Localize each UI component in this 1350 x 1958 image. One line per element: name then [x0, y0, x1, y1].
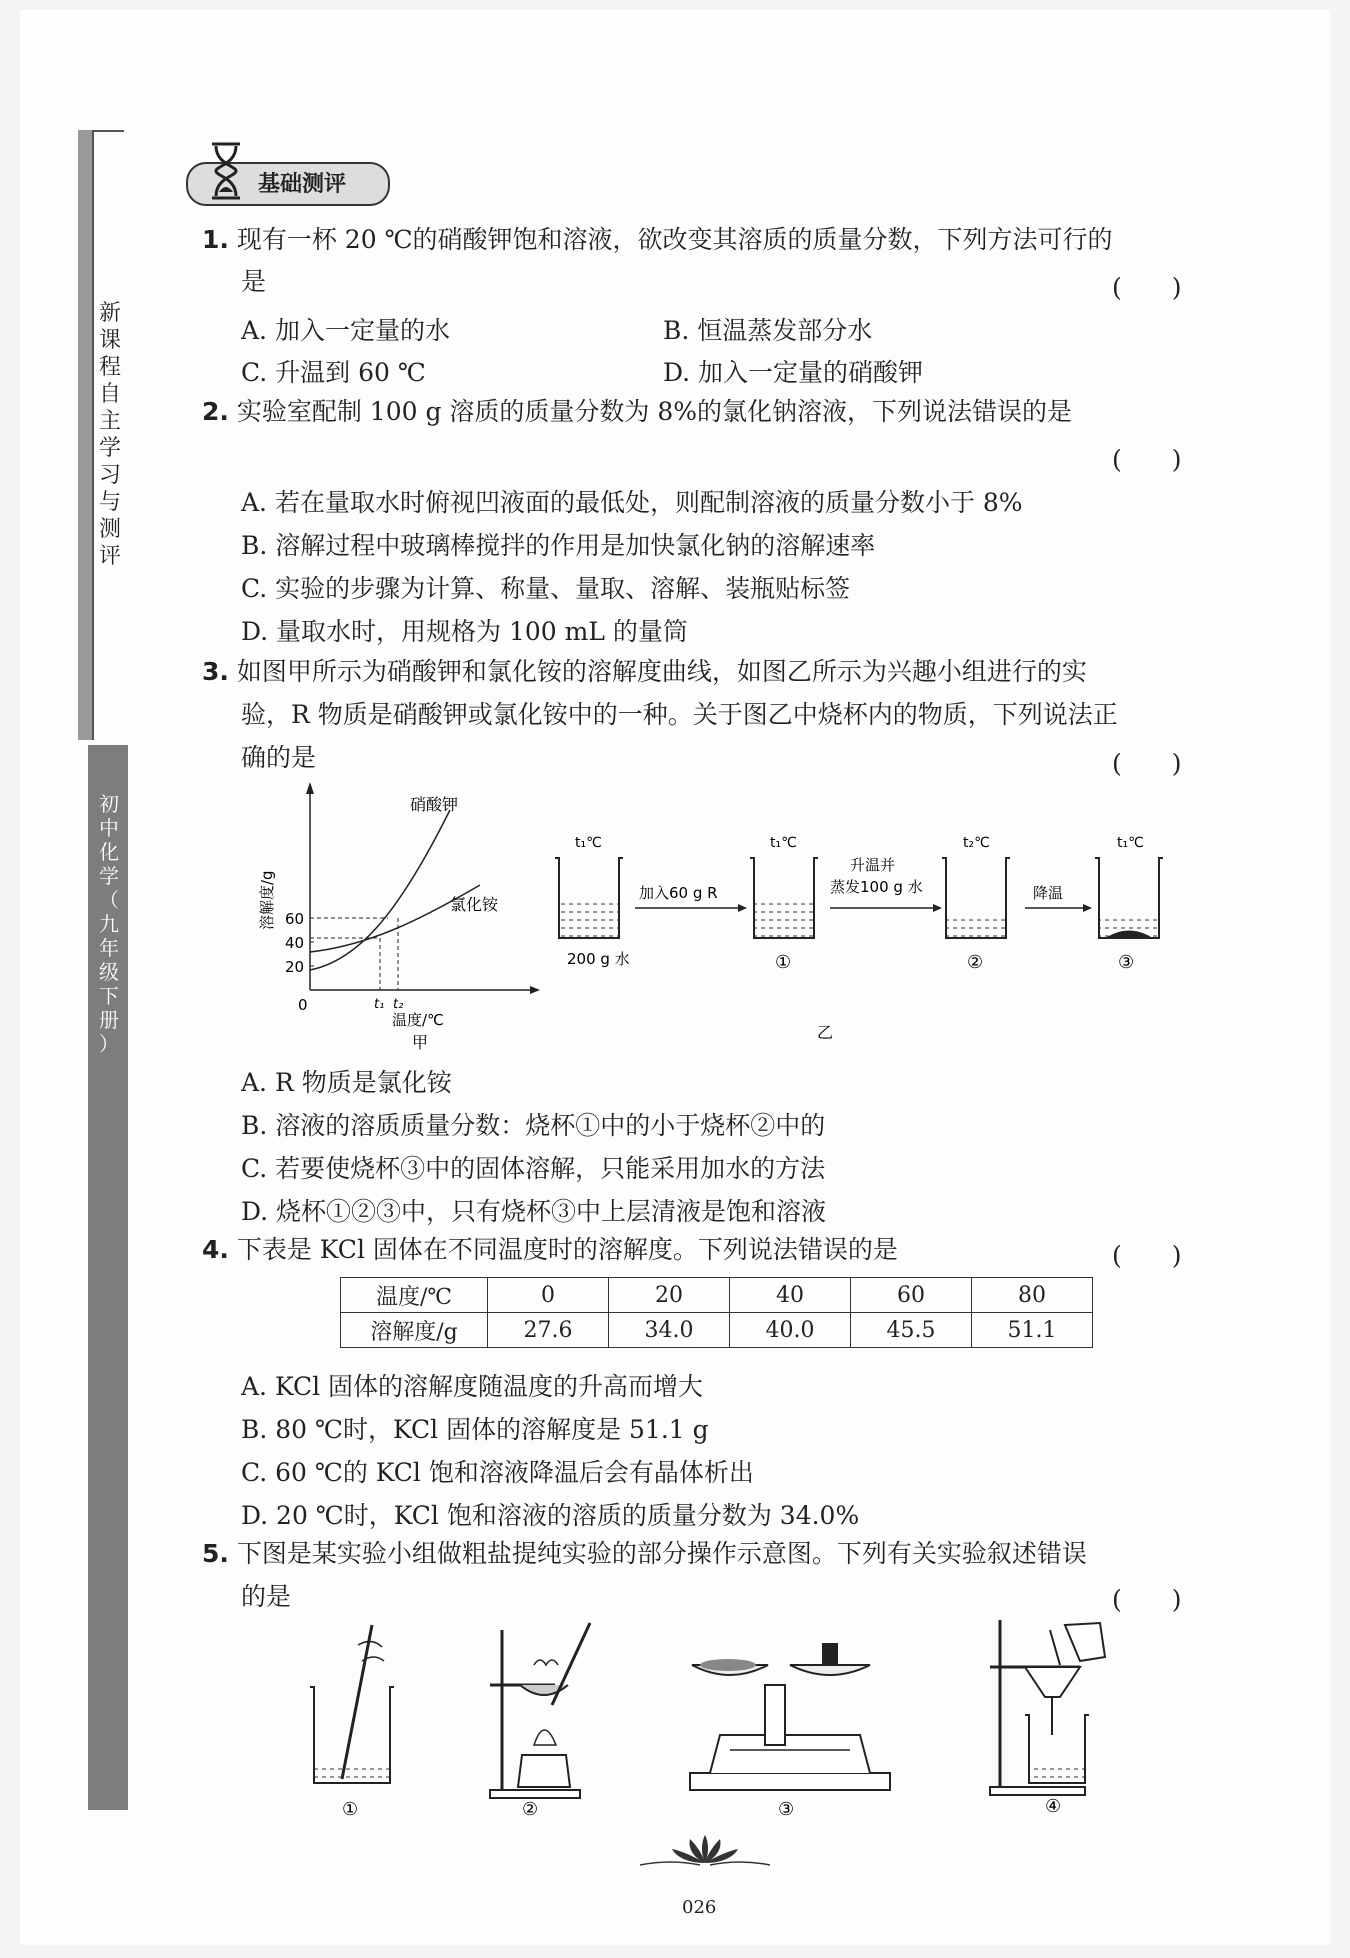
balance-scale-icon [690, 1643, 890, 1790]
table-cell: 0 [488, 1278, 609, 1313]
subject-title-char: 册 [99, 1008, 119, 1032]
beaker-1 [750, 858, 818, 938]
answer-bracket: ( ) [1112, 1241, 1182, 1270]
option-b: B. 溶解过程中玻璃棒搅拌的作用是加快氯化钠的溶解速率 [241, 531, 876, 560]
answer-bracket: ( ) [1112, 1585, 1182, 1614]
step-label: 蒸发100 g 水 [830, 878, 923, 896]
question-4 [202, 1233, 898, 1267]
question-text: 下表是 KCl 固体在不同温度时的溶解度。下列说法错误的是 [236, 1235, 898, 1264]
arrow-head [738, 904, 747, 912]
answer-bracket: ( ) [1112, 273, 1182, 302]
temp-label: t₁℃ [575, 835, 602, 851]
option-a: A. 若在量取水时俯视凹液面的最低处，则配制溶液的质量分数小于 8% [241, 488, 1023, 517]
table-cell: 20 [609, 1278, 730, 1313]
hourglass-icon [208, 140, 244, 202]
series-title-char: 习 [98, 463, 121, 488]
beaker-label: ② [967, 952, 984, 973]
option-b: B. 溶液的溶质质量分数：烧杯①中的小于烧杯②中的 [241, 1111, 826, 1140]
option-d: D. 20 ℃时，KCl 饱和溶液的溶质的质量分数为 34.0% [241, 1501, 860, 1530]
figure-caption: 甲 [412, 1033, 429, 1050]
subject-title-char: 学 [99, 864, 119, 888]
table-row [341, 1278, 1093, 1313]
option-d: D. 量取水时，用规格为 100 mL 的量筒 [241, 617, 688, 646]
beaker-3 [1095, 858, 1163, 938]
subject-title-char: 年 [99, 936, 119, 960]
subject-title-char: 九 [99, 912, 119, 936]
y-axis-label: 溶解度/g [258, 870, 276, 930]
question-2 [202, 395, 1072, 429]
beaker-2 [942, 858, 1010, 938]
temp-label: t₂℃ [963, 835, 990, 851]
beaker-initial [555, 858, 623, 938]
table-cell: 40 [730, 1278, 851, 1313]
beaker-stirring-icon [310, 1625, 394, 1783]
answer-bracket: ( ) [1112, 445, 1182, 474]
question-text: 下图是某实验小组做粗盐提纯实验的部分操作示意图。下列有关实验叙述错误 [236, 1539, 1087, 1568]
option-a: A. R 物质是氯化铵 [241, 1068, 452, 1097]
question-1 [202, 223, 1113, 257]
subject-title-char: 下 [99, 984, 119, 1008]
table-cell: 27.6 [488, 1313, 609, 1348]
sidebar-top-bar [78, 130, 94, 740]
temp-label: t₁℃ [1117, 835, 1144, 851]
table-row [341, 1313, 1093, 1348]
question-number: 2. [202, 397, 229, 426]
question-text: 现有一杯 20 ℃的硝酸钾饱和溶液，欲改变其溶质的质量分数，下列方法可行的 [236, 225, 1113, 254]
footer-ornament-icon [630, 1833, 780, 1867]
beaker-label: ① [775, 952, 792, 973]
series-title-char: 测 [98, 517, 121, 542]
beaker-label: ③ [1118, 952, 1135, 973]
question-number: 3. [202, 657, 229, 686]
series-title-char: 程 [98, 355, 121, 380]
filtration-icon [990, 1620, 1105, 1795]
step-label: 升温并 [850, 856, 896, 874]
question-text: 实验室配制 100 g 溶质的质量分数为 8%的氯化钠溶液，下列说法错误的是 [236, 397, 1073, 426]
step-label: 降温 [1033, 884, 1064, 902]
question-number: 5. [202, 1539, 229, 1568]
x-tick-label: t₂ [393, 997, 404, 1012]
subject-title-char: 级 [99, 960, 119, 984]
page-number: 026 [682, 1897, 717, 1918]
option-d: D. 烧杯①②③中，只有烧杯③中上层清液是饱和溶液 [241, 1197, 827, 1226]
option-c: C. 实验的步骤为计算、称量、量取、溶解、装瓶贴标签 [241, 574, 851, 603]
figure-label: ① [342, 1799, 359, 1820]
figure-label: ③ [778, 1799, 795, 1820]
option-c: C. 升温到 60 ℃ [241, 358, 426, 387]
question-text: 如图甲所示为硝酸钾和氯化铵的溶解度曲线，如图乙所示为兴趣小组进行的实 [236, 657, 1087, 686]
subject-title-char: ） [99, 1032, 119, 1056]
sidebar-top-line [92, 130, 124, 132]
table-cell: 80 [972, 1278, 1093, 1313]
series-title-char: 课 [98, 328, 121, 353]
step-label: 加入60 g R [639, 884, 718, 902]
subject-title-char: 中 [99, 816, 119, 840]
question-number: 4. [202, 1235, 229, 1264]
section-title: 基础测评 [258, 172, 347, 197]
curve-label-nh4cl: 氯化铵 [450, 895, 499, 914]
figure-operations [290, 1605, 1150, 1820]
y-tick-label: 20 [285, 958, 305, 976]
origin-label: 0 [298, 996, 308, 1014]
option-c: C. 60 ℃的 KCl 饱和溶液降温后会有晶体析出 [241, 1458, 754, 1487]
temp-label: t₁℃ [770, 835, 797, 851]
evaporation-icon [490, 1623, 590, 1798]
subject-title-char: 化 [99, 840, 119, 864]
question-3-line2: 验，R 物质是硝酸钾或氯化铵中的一种。关于图乙中烧杯内的物质，下列说法正 [241, 700, 1118, 729]
option-a: A. 加入一定量的水 [241, 316, 450, 345]
curve-label-kno3: 硝酸钾 [410, 795, 459, 814]
table-cell: 溶解度/g [341, 1313, 488, 1348]
table-cell: 45.5 [851, 1313, 972, 1348]
subject-title-char: 初 [99, 792, 119, 816]
y-tick-label: 60 [285, 910, 305, 928]
arrow-head [933, 904, 942, 912]
subject-title [94, 792, 124, 1056]
series-title [96, 300, 124, 570]
figure-jia-solubility-curves [250, 780, 540, 1050]
x-axis-arrow [530, 986, 540, 994]
answer-bracket: ( ) [1112, 749, 1182, 778]
solubility-table [340, 1277, 1093, 1348]
water-label: 200 g 水 [567, 950, 630, 968]
option-b: B. 恒温蒸发部分水 [663, 316, 873, 345]
figure-yi-experiment [545, 820, 1205, 1060]
x-tick-label: t₁ [374, 997, 385, 1012]
figure-caption: 乙 [817, 1023, 834, 1042]
figure-label: ④ [1045, 1796, 1062, 1817]
series-title-char: 与 [98, 490, 121, 515]
table-cell: 60 [851, 1278, 972, 1313]
question-5 [202, 1537, 1087, 1571]
series-title-char: 学 [98, 436, 121, 461]
series-title-char: 主 [98, 409, 121, 434]
question-1-line2: 是 [241, 267, 267, 296]
option-d: D. 加入一定量的硝酸钾 [663, 358, 924, 387]
series-title-char: 新 [98, 301, 121, 326]
series-title-char: 评 [98, 544, 121, 569]
x-axis-label: 温度/℃ [392, 1011, 444, 1029]
series-title-char: 自 [98, 382, 121, 407]
question-number: 1. [202, 225, 229, 254]
arrow-head [1083, 904, 1092, 912]
y-axis-arrow [306, 782, 314, 794]
table-cell: 51.1 [972, 1313, 1093, 1348]
figure-label: ② [522, 1799, 539, 1820]
table-cell: 40.0 [730, 1313, 851, 1348]
table-cell: 34.0 [609, 1313, 730, 1348]
question-5-line2: 的是 [241, 1582, 292, 1611]
option-b: B. 80 ℃时，KCl 固体的溶解度是 51.1 g [241, 1415, 709, 1444]
table-cell: 温度/℃ [341, 1278, 488, 1313]
question-3-line3: 确的是 [241, 743, 317, 772]
subject-title-char: （ [99, 888, 119, 912]
y-tick-label: 40 [285, 934, 305, 952]
option-a: A. KCl 固体的溶解度随温度的升高而增大 [241, 1372, 704, 1401]
option-c: C. 若要使烧杯③中的固体溶解，只能采用加水的方法 [241, 1154, 826, 1183]
question-3 [202, 655, 1087, 689]
